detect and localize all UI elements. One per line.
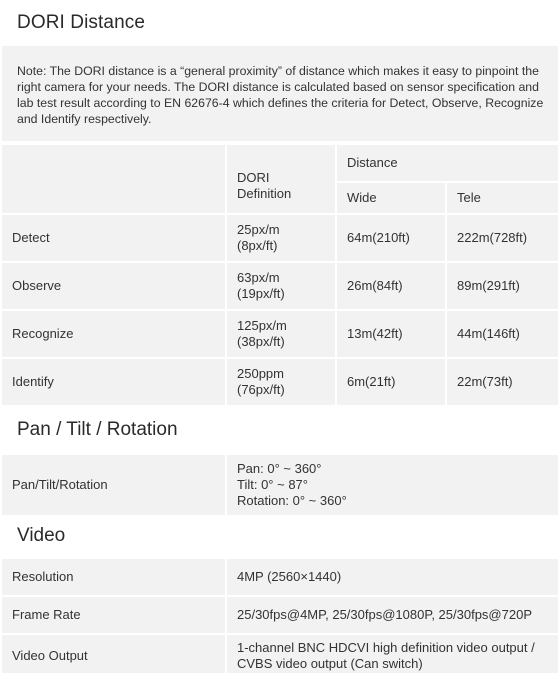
row-wide: 6m(21ft) bbox=[337, 359, 447, 407]
row-wide: 13m(42ft) bbox=[337, 311, 447, 359]
header-definition: DORI Definition bbox=[227, 145, 337, 215]
row-wide: 64m(210ft) bbox=[337, 215, 447, 263]
section-title-ptr: Pan / Tilt / Rotation bbox=[17, 419, 178, 440]
table-row bbox=[2, 455, 558, 517]
table-row bbox=[2, 215, 558, 263]
row-tele: 222m(728ft) bbox=[447, 215, 558, 263]
row-label: Resolution bbox=[2, 559, 227, 597]
table-row bbox=[2, 311, 558, 359]
row-definition: 25px/m (8px/ft) bbox=[227, 215, 337, 263]
table-row bbox=[2, 359, 558, 407]
row-label: Video Output bbox=[2, 635, 227, 673]
dori-table bbox=[2, 145, 558, 407]
row-label: Frame Rate bbox=[2, 597, 227, 635]
row-value: 1-channel BNC HDCVI high definition video output / CVBS video output (Can switch) bbox=[227, 635, 558, 673]
table-row bbox=[2, 597, 558, 635]
dori-note: Note: The DORI distance is a “general proximity” of distance which makes it easy to pinpoint the right camera for your needs. The DORI distance is calculated based on sensor specification and lab test result according to EN 62676-4 which defines the criteria for Detect, Observe, Recognize and Identify respectively. bbox=[2, 46, 558, 141]
ptr-label: Pan/Tilt/Rotation bbox=[2, 455, 227, 517]
ptr-values bbox=[227, 455, 558, 517]
row-tele: 89m(291ft) bbox=[447, 263, 558, 311]
header-distance: Distance bbox=[337, 145, 558, 183]
section-title-dori: DORI Distance bbox=[17, 12, 146, 33]
tilt-value: Tilt: 0° ~ 87° bbox=[237, 477, 308, 492]
dori-header-row bbox=[2, 145, 558, 183]
video-table bbox=[2, 559, 558, 673]
table-row bbox=[2, 635, 558, 673]
header-empty-cell bbox=[2, 145, 227, 215]
row-wide: 26m(84ft) bbox=[337, 263, 447, 311]
row-value: 25/30fps@4MP, 25/30fps@1080P, 25/30fps@720P bbox=[227, 597, 558, 635]
section-title-video: Video bbox=[17, 525, 66, 546]
row-label: Observe bbox=[2, 263, 227, 311]
row-definition: 63px/m (19px/ft) bbox=[227, 263, 337, 311]
row-label: Detect bbox=[2, 215, 227, 263]
row-tele: 22m(73ft) bbox=[447, 359, 558, 407]
row-tele: 44m(146ft) bbox=[447, 311, 558, 359]
row-definition: 125px/m (38px/ft) bbox=[227, 311, 337, 359]
row-value: 4MP (2560×1440) bbox=[227, 559, 558, 597]
row-label: Recognize bbox=[2, 311, 227, 359]
table-row bbox=[2, 263, 558, 311]
row-label: Identify bbox=[2, 359, 227, 407]
header-tele: Tele bbox=[447, 183, 558, 215]
pan-value: Pan: 0° ~ 360° bbox=[237, 461, 322, 476]
table-row bbox=[2, 559, 558, 597]
rotation-value: Rotation: 0° ~ 360° bbox=[237, 493, 347, 508]
row-definition: 250ppm (76px/ft) bbox=[227, 359, 337, 407]
header-wide: Wide bbox=[337, 183, 447, 215]
ptr-table bbox=[2, 455, 558, 517]
